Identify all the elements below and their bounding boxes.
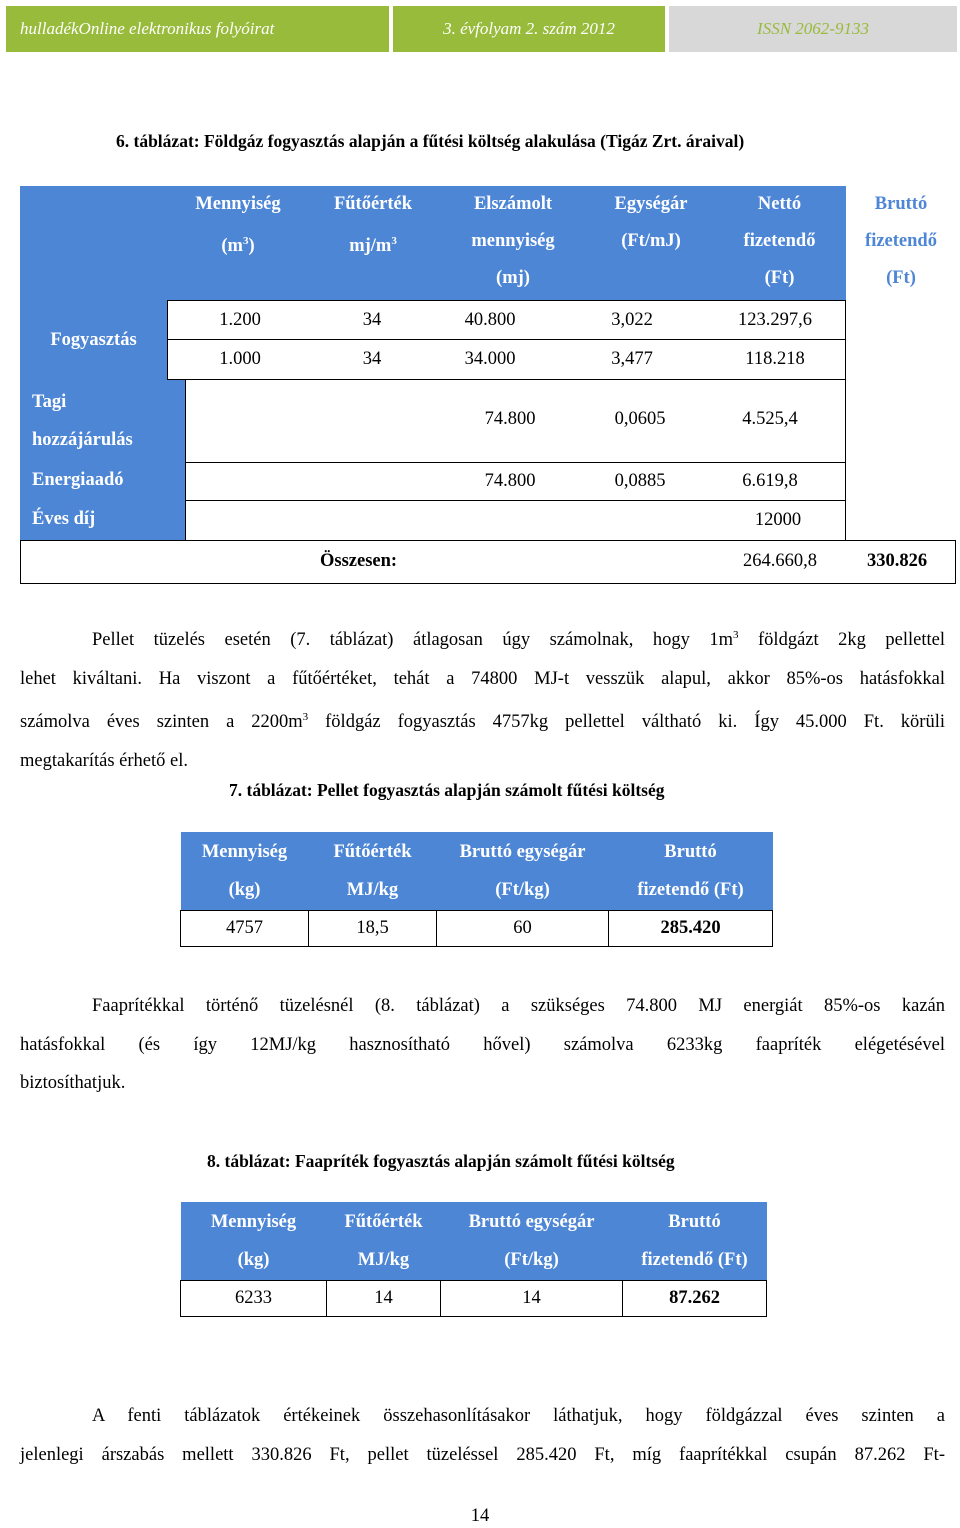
text-line: lehet kiváltani. Ha viszont a fűtőértéket, tehát a 74800 MJ-t vesszük alapul, akkor 85%-os hatásfokkal — [20, 668, 945, 689]
journal-header — [6, 6, 957, 52]
table-header-cell: Fűtőérték MJ/kg — [309, 832, 437, 911]
table6-header-netto: Nettó fizetendő (Ft) — [713, 186, 846, 300]
table-header-cell: Fűtőérték MJ/kg — [327, 1202, 441, 1281]
table-cell: 123.297,6 — [738, 310, 812, 330]
table-header-cell: Mennyiség (kg) — [181, 1202, 327, 1281]
journal-title: hulladékOnline elektronikus folyóirat — [6, 6, 389, 52]
table6-corner — [20, 186, 167, 300]
table6-caption: 6. táblázat: Földgáz fogyasztás alapján a fűtési költség alakulása (Tigáz Zrt. áraival) — [116, 131, 745, 151]
table-divider — [845, 300, 846, 541]
table6-header-brutto: Bruttó fizetendő (Ft) — [865, 194, 937, 288]
row-label-eves-dij: Éves díj — [20, 500, 185, 540]
table-cell: 34.000 — [464, 349, 516, 369]
text-line: hatásfokkal (és így 12MJ/kg hasznosítható hővel) számolva 6233kg faapríték elégetésével — [20, 1034, 945, 1055]
table-cell: 285.420 — [609, 911, 773, 947]
issue-label: 3. évfolyam 2. szám 2012 — [393, 6, 665, 52]
table-cell: 40.800 — [464, 310, 516, 330]
table-cell: 60 — [437, 911, 609, 947]
table-cell: 34 — [362, 349, 382, 369]
table6-header-futoertek: Fűtőérték $mj/m^3$ — [309, 186, 437, 300]
table-cell: 0,0885 — [614, 471, 666, 491]
row-label-tagi: Tagi hozzájárulás — [20, 380, 185, 462]
text-line: Faaprítékkal történő tüzelésnél (8. táblázat) a szükséges 74.800 MJ energiát 85%-os kazán — [92, 996, 945, 1016]
table-row — [181, 1281, 767, 1317]
table-cell: 1.000 — [219, 349, 261, 369]
table-cell: 34 — [362, 310, 382, 330]
table-header-cell: Bruttó fizetendő (Ft) — [609, 832, 773, 911]
table7 — [180, 832, 773, 947]
table7-caption: 7. táblázat: Pellet fogyasztás alapján számolt fűtési költség — [229, 780, 665, 800]
text-line: Pellet tüzelés esetén (7. táblázat) átlagosan úgy számolnak, hogy $1m^3$ földgázt 2kg pellettel — [92, 629, 945, 651]
page-number: 14 — [470, 1506, 490, 1526]
text-line: jelenlegi árszabás mellett 330.826 Ft, pellet tüzeléssel 285.420 Ft, míg faaprítékkal csupán 87.262 Ft- — [20, 1444, 945, 1465]
table-cell: 4757 — [181, 911, 309, 947]
table-cell: 74.800 — [484, 471, 536, 491]
table-cell: 118.218 — [745, 349, 805, 369]
table-header-cell: Bruttó egységár (Ft/kg) — [441, 1202, 623, 1281]
table-cell: 14 — [327, 1281, 441, 1317]
text-line: megtakarítás érhető el. — [20, 750, 188, 771]
text-line: biztosíthatjuk. — [20, 1073, 126, 1093]
paragraph-faapritek — [20, 987, 945, 1103]
table6-header-elszamolt: Elszámolt mennyiség (mj) — [437, 186, 589, 300]
paragraph-summary — [20, 1397, 945, 1474]
total-label: Összesen: — [320, 551, 398, 571]
table-header-cell: Bruttó egységár (Ft/kg) — [437, 832, 609, 911]
paragraph-pellet — [20, 616, 945, 780]
table-cell: 12000 — [754, 510, 802, 530]
row-label-fogyasztas: Fogyasztás — [20, 300, 167, 380]
row-label-energiaado: Energiaadó — [20, 462, 185, 500]
table-cell: 87.262 — [623, 1281, 767, 1317]
table-header-row — [181, 832, 773, 911]
table-header-cell: Mennyiség (kg) — [181, 832, 309, 911]
text-line: A fenti táblázatok értékeinek összehasonlításakor láthatjuk, hogy földgázzal éves szinten a — [92, 1406, 945, 1426]
table6-header-egysegar: Egységár (Ft/mJ) — [589, 186, 713, 300]
table-cell: 3,477 — [611, 349, 653, 369]
table8 — [180, 1202, 767, 1317]
table-cell: 1.200 — [219, 310, 261, 330]
issn-label: ISSN 2062-9133 — [669, 6, 957, 52]
table8-caption: 8. táblázat: Faapríték fogyasztás alapján számolt fűtési költség — [207, 1151, 675, 1171]
table-cell: 0,0605 — [614, 409, 666, 429]
table-cell: 6.619,8 — [742, 471, 798, 491]
table6-header-mennyiseg: Mennyiség $(m^3)$ — [167, 186, 309, 300]
brutto-total: 330.826 — [866, 551, 928, 571]
table-header-row — [181, 1202, 767, 1281]
table-cell: 18,5 — [309, 911, 437, 947]
table-row — [181, 911, 773, 947]
netto-total: 264.660,8 — [743, 551, 817, 571]
table-header-cell: Bruttó fizetendő (Ft) — [623, 1202, 767, 1281]
text-line: számolva éves szinten a $2200m^3$ földgáz fogyasztás 4757kg pellettel váltható ki. Így 45.000 Ft. körüli — [20, 711, 945, 733]
table-cell: 14 — [441, 1281, 623, 1317]
table-cell: 4.525,4 — [742, 409, 798, 429]
table-cell: 74.800 — [484, 409, 536, 429]
table-cell: 3,022 — [611, 310, 653, 330]
table-cell: 6233 — [181, 1281, 327, 1317]
